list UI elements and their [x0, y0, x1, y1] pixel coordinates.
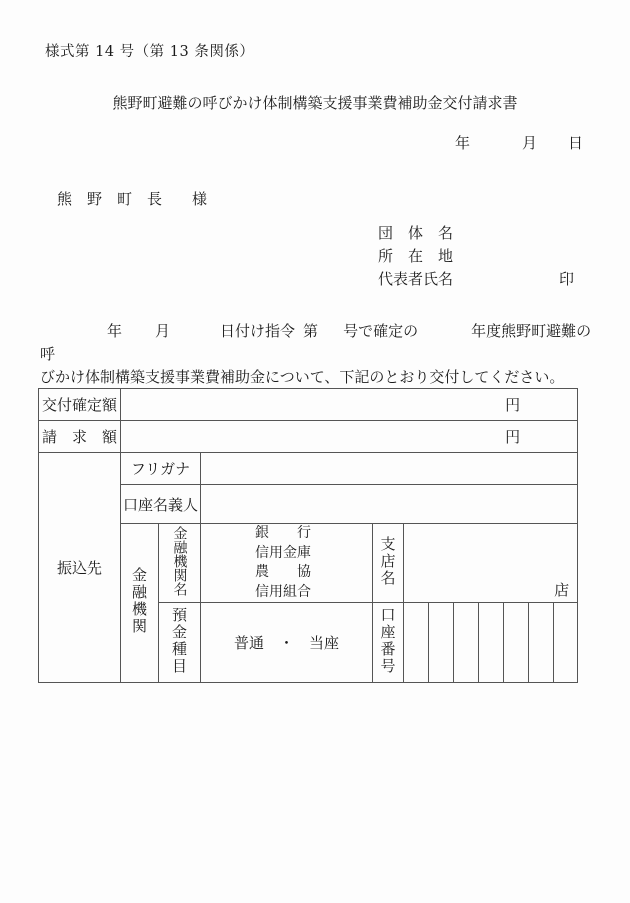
claim-amount-value-cell[interactable]	[121, 421, 578, 453]
deposit-type-label: 預金種目	[159, 603, 201, 683]
applicant-block	[378, 222, 574, 291]
furigana-label: フリガナ	[121, 453, 201, 485]
account-number-digit-cell[interactable]	[429, 603, 454, 683]
body-paragraph	[40, 320, 600, 389]
account-number-digit-cell[interactable]	[479, 603, 504, 683]
deposit-type-options[interactable]: 普通 ・ 当座	[201, 603, 373, 683]
document-title: 熊野町避難の呼びかけ体制構築支援事業費補助金交付請求書	[112, 94, 518, 112]
institution-type-kumiai: 信用組合	[255, 583, 311, 600]
group-name-label: 団 体 名	[378, 224, 454, 242]
yen-unit: 円	[505, 396, 521, 414]
representative-label: 代表者氏名	[378, 270, 454, 288]
account-number-digit-cell[interactable]	[554, 603, 578, 683]
institution-type-shinkin: 信用金庫	[255, 544, 311, 561]
blank-year: 年	[107, 322, 123, 340]
date-year-label: 年	[454, 134, 470, 152]
form-number: 様式第 14 号（第 13 条関係）	[45, 44, 255, 60]
directive-number-suffix: 号で確定の	[343, 322, 419, 340]
transfer-destination-label: 振込先	[39, 453, 121, 683]
representative-line	[378, 268, 574, 291]
institution-type-cell[interactable]	[201, 524, 373, 603]
fiscal-year-text: 年度熊野町避難の呼	[40, 322, 592, 363]
directive-date-label: 日付け指令	[220, 322, 296, 340]
account-number-digit-cell[interactable]	[454, 603, 479, 683]
date-line	[0, 132, 630, 153]
account-number-digit-cell[interactable]	[529, 603, 554, 683]
account-number-digit-cell[interactable]	[404, 603, 429, 683]
addressee-line: 熊 野 町 長 様	[57, 190, 208, 208]
request-form-table	[38, 388, 578, 683]
determined-amount-value-cell[interactable]	[121, 389, 578, 421]
branch-suffix-label: 店	[554, 581, 570, 599]
institution-name-label: 金融機関名	[159, 524, 201, 603]
blank-month: 月	[155, 322, 171, 340]
account-number-digit-cell[interactable]	[504, 603, 529, 683]
determined-amount-label: 交付確定額	[39, 389, 121, 421]
directive-number-prefix: 第	[303, 322, 319, 340]
financial-institution-label: 金融機関	[121, 524, 159, 683]
institution-type-bank: 銀 行	[255, 525, 311, 541]
account-holder-value-cell[interactable]	[201, 485, 578, 524]
date-day-label: 日	[567, 134, 583, 152]
furigana-value-cell[interactable]	[201, 453, 578, 485]
account-holder-label: 口座名義人	[121, 485, 201, 524]
claim-amount-label: 請 求 額	[39, 421, 121, 453]
body-line-2: びかけ体制構築支援事業費補助金について、下記のとおり交付してください。	[40, 368, 565, 386]
account-number-label: 口座番号	[373, 603, 404, 683]
institution-type-nokyo: 農 協	[255, 564, 311, 580]
branch-name-value-cell[interactable]	[404, 524, 578, 603]
seal-label: 印	[558, 270, 574, 288]
branch-name-label: 支店名	[373, 524, 404, 603]
address-label: 所 在 地	[378, 247, 454, 265]
yen-unit: 円	[505, 428, 521, 446]
date-month-label: 月	[521, 134, 537, 152]
body-line-1	[40, 320, 600, 366]
